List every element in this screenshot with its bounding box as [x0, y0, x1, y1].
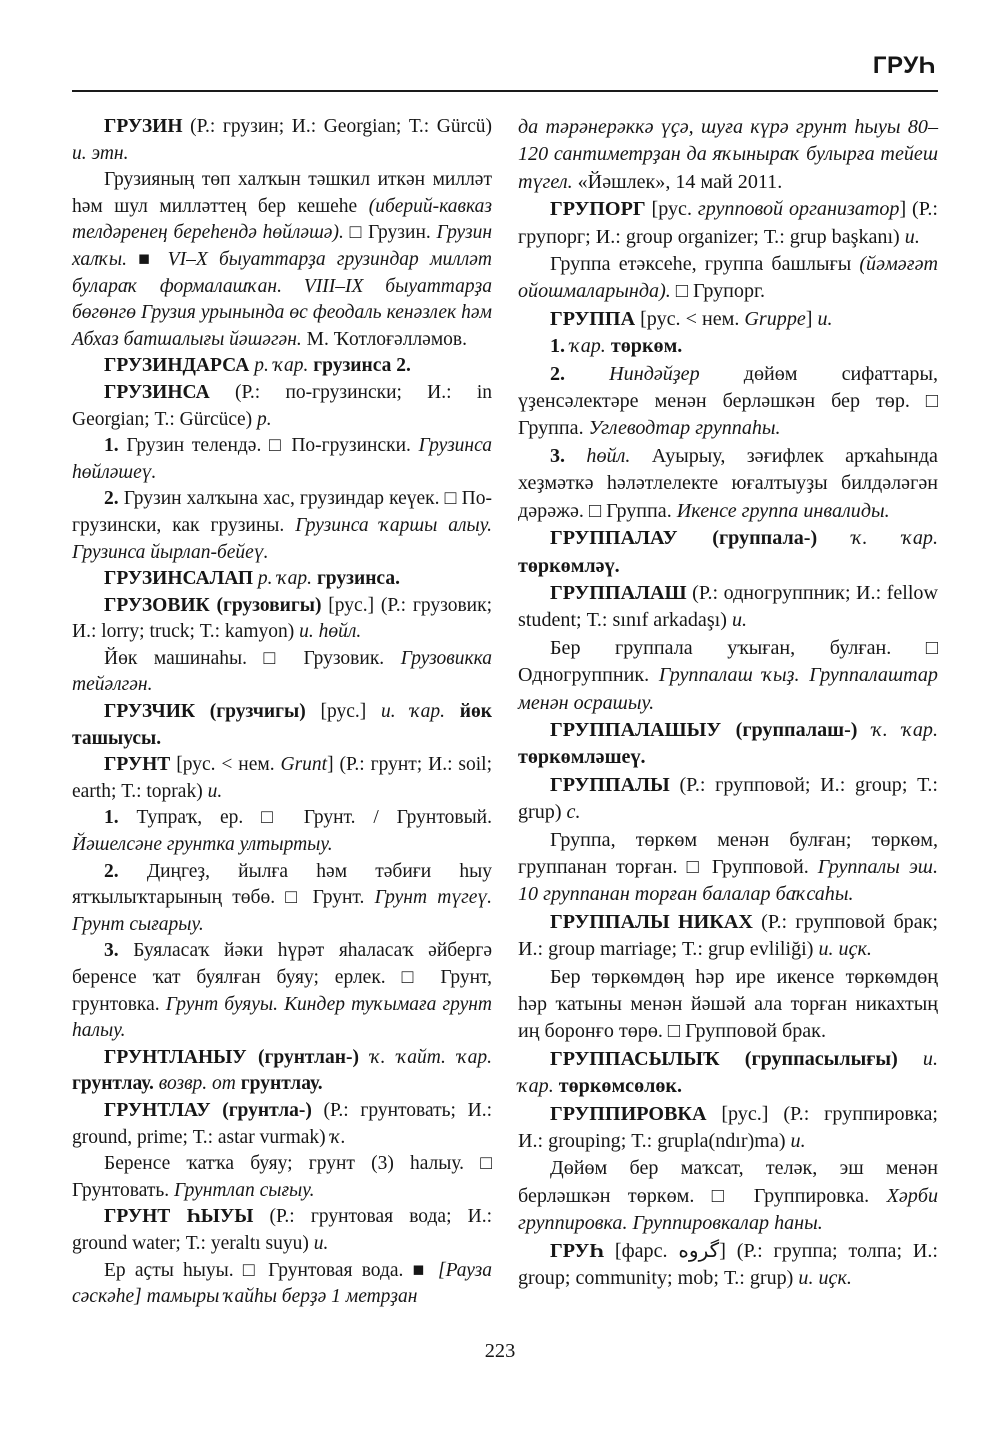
headword: ГРУППАСЫЛЫҠ: [550, 1047, 720, 1070]
entry-label: и.: [790, 1130, 806, 1153]
entry-label: Грунтлап сығыу.: [174, 1179, 315, 1201]
entry-label: Грузинса ҡаршы алыу. Грузинса йырлап-бейеү.: [72, 514, 492, 563]
entry-bold: грунтлау.: [235, 1073, 323, 1095]
entry-text: [рус.] (Р.: группировка; И.: grouping; Т.: grupla(ndır)ma): [518, 1102, 938, 1153]
entry-paragraph: [518, 114, 938, 196]
entry-paragraph: [518, 909, 938, 964]
entry-label: возвр. от: [153, 1073, 236, 1095]
entry-label: и.: [817, 307, 833, 330]
headword: ГРУППАЛАШЫУ: [550, 718, 722, 741]
entry-label: и. иҫк.: [818, 938, 872, 961]
entry-paragraph: [518, 772, 938, 827]
entry-label: и. иҫк.: [798, 1267, 852, 1290]
entry-bold: 2.: [104, 860, 119, 882]
entry-label: Икенсе группа инвалиды.: [676, 499, 890, 522]
entry-bold: (грузчигы): [195, 701, 306, 723]
entry-text: Тупраҡ, ер. □ Грунт. / Грунтовый.: [118, 807, 492, 829]
headword: ГРУЗОВИК: [104, 594, 210, 616]
entry-text: (Р.: одногруппник; И.: fellow student; Т.: sınıf arkadaşı): [518, 581, 938, 632]
entry-paragraph: [518, 361, 938, 443]
headword: ГРУППАЛЫ НИКАХ: [550, 910, 753, 933]
entry-label: р.: [257, 408, 272, 430]
headword: ГРУППИРОВКА: [550, 1102, 707, 1125]
entry-label: Углеводтар группаһы.: [588, 417, 781, 440]
entry-label: и. ҡар.: [381, 701, 446, 723]
entry-text: Бер төркөмдөң һәр ире икенсе төркөмдөң һәр ҡатыны менән йәшәй ала торған никахтың иң боронғо төрө. □ Групповой брак.: [518, 965, 938, 1043]
entry-paragraph: [518, 251, 938, 306]
entry-bold: 1.: [550, 335, 566, 358]
left-column: [72, 114, 492, 1311]
entry-text: «Йәшлек», 14 май 2011.: [572, 170, 783, 193]
entry-label: и. этн.: [72, 142, 129, 164]
entry-label: ҡар.: [570, 335, 606, 358]
entry-bold: төркөм.: [605, 335, 683, 358]
entry-bold: грунтлау.: [72, 1073, 154, 1095]
entry-label: Грузинса һөйләшеү.: [72, 435, 492, 483]
entry-label: Хәрби группировка. Группировкалар һаны.: [518, 1184, 938, 1235]
entry-label: и. һөйл.: [299, 621, 362, 643]
entry-text: Грузин телендә. □ По-грузински.: [118, 435, 419, 457]
entry-paragraph: [518, 635, 938, 717]
entry-bold: грузинса.: [312, 568, 400, 590]
entry-text: Группа етәксеһе, группа башлығы: [550, 253, 860, 276]
entry-text: [359, 1047, 370, 1068]
entry-label: (йәмәғәт ойошмаларында).: [518, 253, 938, 303]
entry-paragraph: [72, 566, 492, 593]
entry-label: ҡ. ҡар.: [872, 718, 939, 741]
entry-label: р. ҡар.: [254, 355, 309, 377]
entry-paragraph: [72, 1204, 492, 1257]
entry-paragraph: [72, 1045, 492, 1098]
entry-paragraph: [518, 1238, 938, 1293]
entry-text: ]: [805, 307, 818, 330]
entry-bold: йөк ташыусы.: [72, 701, 492, 749]
entry-label: (иберий-кавказ телдәренең береһендә һөйләшә).: [72, 195, 492, 244]
entry-text: М. Ҡотлоғәлләмов.: [301, 328, 468, 350]
entry-label: и.: [731, 609, 748, 632]
entry-paragraph: [72, 114, 492, 167]
headword: ГРУНТЛАНЫУ: [104, 1046, 247, 1068]
entry-paragraph: [72, 1098, 492, 1151]
entry-text: Бер группала уҡыған, булған. □ Одногруппник.: [518, 636, 938, 687]
entry-paragraph: [518, 333, 938, 360]
entry-label: да тәрәнерәккә үҫә, шуға күрә грунт һыуы 80–120 сантиметрҙан да яҡыныраҡ булырға тейеш түгел.: [518, 116, 938, 193]
entry-text: [565, 445, 586, 467]
entry-label: VI–X быуаттарҙа грузиндар милләт булараҡ формалашҡан. VIII–IX быуаттарҙа бөгөнгө Грузия урынында өс феодаль кенәзлек һәм Абхаз батшалығы йәшәгән.: [72, 248, 492, 350]
entry-bold: төркөмсөлөк.: [553, 1075, 683, 1098]
entry-text: Ауырыу, зәғифлек арҡаһында хеҙмәткә һәләтлелекте юғалтыуҙы билдәләгән дәрәжә. □ Группа.: [518, 444, 938, 522]
headword: ГРУҺ: [550, 1239, 605, 1262]
entry-paragraph: [518, 964, 938, 1046]
entry-paragraph: [72, 486, 492, 566]
entry-label: и.: [904, 225, 920, 248]
entry-label: һөйл.: [586, 444, 631, 467]
header-rule: [72, 90, 938, 92]
entry-text: Йөк машинаһы. □ Грузовик.: [104, 647, 401, 669]
entry-text: [фарс. گروه] (Р.: группа; толпа; И.: group; community; mob; Т.: grup): [518, 1239, 938, 1290]
entry-label: Грузин халҡы.: [72, 222, 492, 270]
entry-label: Gruppe: [744, 307, 806, 330]
entry-bold: 3.: [104, 940, 119, 962]
entry-bold: (грунтлан-): [246, 1046, 359, 1068]
entry-label: ҡ. ҡайт. ҡар.: [370, 1046, 493, 1068]
entry-paragraph: [72, 1258, 492, 1311]
entry-bold: 2.: [550, 362, 566, 385]
entry-text: ] (Р.: групорг; И.: group organizer; Т.: grup başkanı): [518, 198, 938, 248]
entry-label: Грунт түгеү. Грунт сығарыу.: [72, 887, 492, 935]
entry-paragraph: [518, 525, 938, 580]
entry-text: Группа, төркөм менән булған; төркөм, группанан торған. □ Групповой.: [518, 828, 938, 878]
entry-bold: 1.: [104, 435, 119, 457]
headword: ГРУНТ: [104, 754, 171, 776]
entry-bold: төркөмләшеү.: [518, 746, 646, 769]
entry-bold: 2.: [104, 488, 119, 510]
entry-text: [рус. < нем.: [170, 754, 281, 776]
entry-text: (Р.: грунтовать; И.: ground, prime; Т.: astar vurmak): [72, 1099, 492, 1148]
entry-paragraph: [518, 580, 938, 635]
entry-text: (Р.: групповой; И.: group; Т.: grup): [518, 773, 938, 824]
entry-label: Грузовикка тейәлгән.: [72, 647, 492, 696]
entry-text: [рус.] (Р.: грузовик; И.: lorry; truck; Т.: kamyon): [72, 594, 492, 643]
headword: ГРУНТЛАУ: [104, 1099, 211, 1121]
entry-bold: төркөмләү.: [518, 554, 620, 577]
entry-paragraph: [518, 1101, 938, 1156]
entry-label: Группалы эш. 10 группанан торған балалар баҡсаһы.: [518, 855, 938, 906]
entry-text: (Р.: грунтовая вода; И.: ground water; Т.: yeraltı suyu): [72, 1206, 493, 1254]
entry-bold: (грунтла-): [210, 1099, 312, 1121]
entry-text: [рус.]: [305, 701, 381, 723]
entry-label: Grunt: [280, 754, 328, 776]
entry-bold: 1.: [104, 807, 119, 829]
right-column: [518, 114, 938, 1292]
entry-label: и.: [207, 780, 223, 802]
entry-paragraph: [518, 196, 938, 251]
entry-paragraph: [518, 443, 938, 525]
headword: ГРУППАЛАШ: [550, 581, 687, 604]
entry-bold: 3.: [550, 444, 566, 467]
entry-label: р. ҡар.: [257, 568, 313, 590]
entry-text: Ер аҫты һыуы. □ Грунтовая вода. ■: [104, 1259, 438, 1281]
entry-label: групповой организатор: [697, 198, 900, 221]
entry-text: □ Групорг.: [670, 280, 766, 303]
entry-text: Грузин халҡына хас, грузиндар кеүек. □ По-грузински, как грузины.: [72, 488, 492, 536]
headword: ГРУЗИНДАРСА: [104, 355, 250, 377]
entry-text: [565, 363, 609, 385]
entry-text: (Р.: по-грузински; И.: in Georgian; Т.: Gürcüce): [72, 381, 492, 430]
entry-paragraph: [72, 593, 492, 646]
entry-paragraph: [72, 752, 492, 805]
page-number: 223: [484, 1340, 516, 1362]
entry-text: [858, 719, 873, 741]
entry-paragraph: [72, 938, 492, 1044]
entry-paragraph: [72, 1151, 492, 1204]
entry-text: ■: [127, 248, 168, 270]
entry-text: [рус.: [645, 198, 698, 221]
entry-paragraph: [518, 1046, 938, 1101]
entry-paragraph: [72, 859, 492, 939]
entry-bold: (группалаш-): [721, 718, 858, 741]
headword: ГРУЗИН: [104, 116, 183, 137]
entry-text: Дөйөм бер маҡсат, теләк, эш менән берләшкән төркөм. □ Группировка.: [518, 1157, 938, 1207]
entry-bold: (группасылығы): [719, 1047, 898, 1070]
entry-paragraph: [72, 353, 492, 380]
entry-paragraph: [518, 827, 938, 909]
entry-paragraph: [72, 646, 492, 699]
entry-bold: (грузовигы): [209, 594, 322, 616]
entry-paragraph: [72, 380, 492, 433]
entry-label: ҡ. ҡар.: [851, 527, 938, 550]
entry-label: и.: [313, 1232, 329, 1254]
entry-paragraph: [72, 699, 492, 752]
entry-text: [817, 527, 852, 549]
entry-text: ] (Р.: грунт; И.: soil; earth; Т.: toprak): [72, 754, 492, 802]
headword: ГРУЗЧИК: [104, 701, 196, 723]
headword: ГРУЗИНСА: [104, 381, 210, 403]
entry-label: с.: [566, 801, 581, 824]
entry-label: Ниндәйҙер: [609, 362, 700, 385]
entry-label: Группалаш ҡыҙ. Группалаштар менән осрашыу.: [518, 664, 938, 714]
entry-text: (Р.: групповой брак; И.: group marriage; Т.: grup evliliği): [518, 910, 938, 961]
headword: ГРУЗИНСАЛАП: [104, 568, 254, 590]
headword: ГРУНТ ҺЫУЫ: [104, 1206, 254, 1228]
entry-paragraph: [72, 167, 492, 353]
entry-label: и. ҡар.: [518, 1047, 938, 1098]
headword: ГРУПОРГ: [550, 198, 646, 221]
entry-paragraph: [72, 433, 492, 486]
headword: ГРУППАЛАУ: [550, 527, 678, 550]
running-head: ГРУҺ: [872, 52, 936, 79]
entry-text: Грузияның төп халҡын тәшкил иткән милләт һәм шул милләттең бер кешеһе: [72, 169, 492, 217]
entry-text: дөйөм сифаттары, үҙенсәлектәре менән берләшкән бер төр. □ Группа.: [518, 362, 938, 440]
entry-paragraph: [518, 1155, 938, 1237]
entry-paragraph: [72, 805, 492, 858]
entry-bold: грузинса 2.: [308, 355, 411, 377]
entry-label: [Рауза сәскәһе] тамыры ҡайһы берҙә 1 метрҙан: [72, 1259, 492, 1308]
entry-text: (Р.: грузин; И.: Georgian; Т.: Gürcü): [182, 116, 492, 137]
entry-paragraph: [518, 306, 938, 333]
entry-paragraph: [518, 717, 938, 772]
entry-label: Грунт буяуы. Киндер туҡымаға грунт һалыу.: [72, 993, 492, 1042]
headword: ГРУППА: [550, 307, 636, 330]
entry-text: □ Грузин.: [343, 222, 437, 244]
entry-text: [898, 1048, 923, 1070]
entry-label: ҡ.: [330, 1126, 346, 1148]
entry-text: Буяласаҡ йәки һүрәт яһаласаҡ әйбергә беренсе ҡат буялған буяу; ерлек. □ Грунт, грунтовка.: [72, 940, 492, 1015]
entry-text: Диңгеҙ, йылға һәм тәбиғи һыу ятҡылыҡтарының төбө. □ Грунт.: [72, 860, 492, 909]
entry-bold: (группала-): [677, 527, 818, 550]
headword: ГРУППАЛЫ: [550, 773, 670, 796]
entry-text: [рус. < нем.: [635, 307, 745, 330]
entry-label: Йәшелсәне грунтка ултыртыу.: [72, 834, 333, 856]
entry-text: Беренсе ҡатҡа буяу; грунт (3) һалыу. □ Грунтовать.: [72, 1153, 492, 1201]
